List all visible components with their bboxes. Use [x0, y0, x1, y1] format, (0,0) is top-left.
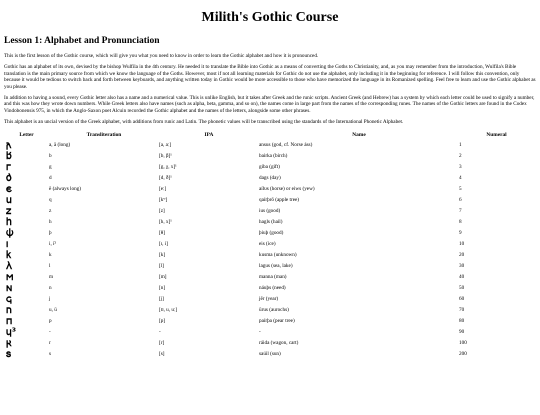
name-cell: bairka (birch)	[259, 153, 288, 160]
intro-paragraph: This is the first lesson of the Gothic course, which will give you what you need to know in order to learn the Gothic alphabet and how it is pronounced.	[4, 53, 319, 59]
table-row	[4, 195, 534, 206]
name-cell: ius (good)	[259, 208, 281, 215]
name-cell: aíƕs (horse) or eiws (yew)	[259, 186, 315, 193]
transliteration-cell: ē (always long)	[49, 186, 81, 193]
ipa-cell: -	[159, 329, 161, 336]
letter-cell: 𐌺	[6, 249, 12, 261]
table-row	[4, 228, 534, 239]
letter-cell: 𐍃	[6, 348, 12, 360]
ipa-cell: [l]	[159, 263, 164, 270]
name-cell: náuþs (need)	[259, 285, 286, 292]
ipa-cell: [m]	[159, 274, 167, 281]
name-cell: eis (ice)	[259, 241, 276, 248]
ipa-cell: [s]	[159, 351, 165, 358]
table-row	[4, 349, 534, 360]
name-cell: þiuþ (good)	[259, 230, 284, 237]
numeral-cell: 7	[459, 208, 462, 215]
transliteration-cell: h	[49, 219, 52, 226]
numeral-cell: 1	[459, 142, 462, 149]
letter-cell: 𐌻	[6, 260, 13, 272]
letter-cell: 𐌾	[6, 293, 13, 305]
numeral-cell: 70	[459, 307, 465, 314]
transliteration-cell: s	[49, 351, 52, 358]
numeral-cell: 80	[459, 318, 465, 325]
numeral-cell: 9	[459, 230, 462, 237]
name-cell: -	[259, 329, 261, 336]
name-cell: giba (gift)	[259, 164, 280, 171]
numeral-cell: 6	[459, 197, 462, 204]
table-row	[4, 250, 534, 261]
ipa-cell: [b, β]¹	[159, 153, 172, 160]
numeral-cell: 200	[459, 351, 467, 358]
ipa-cell: [g, χ, x]¹	[159, 164, 177, 171]
name-cell: hagls (hail)	[259, 219, 283, 226]
numeral-cell: 60	[459, 296, 465, 303]
ipa-cell: [d, ð]¹	[159, 175, 172, 182]
name-cell: ūrus (aurochs)	[259, 307, 289, 314]
ipa-cell: [n]	[159, 285, 166, 292]
numeral-cell: 3	[459, 164, 462, 171]
letter-cell: 𐌶	[6, 205, 12, 217]
header-ipa: IPA	[204, 132, 214, 139]
history-paragraph: Gothic has an alphabet of its own, devised by the bishop Wulfila in the 4th century. He needed it to translate the Bible into Gothic as a means of converting the Goths to Christianity, and, as you may remember from the introduction, Wulfila's Bible translation is the main primary source from which we know the language of the Goths. However, most if not all learning materials for Gothic do not use the alphabet, only including it in the beginning for reference. I will follow this convention, only because it would be tedious to switch back and forth between keyboards, and anything written today in Gothic would be more accessible to those who have memorized the language in its Romanized spelling. Feel free to learn and use the Gothic alphabet as you please.	[4, 64, 536, 90]
transliteration-cell: j	[49, 296, 51, 303]
transliteration-cell: r	[49, 340, 51, 347]
table-row	[4, 327, 534, 338]
lesson-heading: Lesson 1: Alphabet and Pronunciation	[4, 36, 160, 46]
numeral-cell: 2	[459, 153, 462, 160]
name-cell: lagus (sea, lake)	[259, 263, 293, 270]
numeral-cell: 50	[459, 285, 465, 292]
letter-cell: 𐍁³	[6, 326, 17, 338]
numeral-cell: 40	[459, 274, 465, 281]
header-letter: Letter	[19, 132, 34, 139]
letter-cell: 𐌴	[6, 183, 12, 195]
letter-cell: 𐌵	[6, 194, 12, 206]
letter-cell: 𐌹	[6, 238, 9, 250]
name-cell: ráida (wagon, cart)	[259, 340, 299, 347]
transliteration-cell: q	[49, 197, 52, 204]
table-row	[4, 305, 534, 316]
table-row	[4, 162, 534, 173]
numeral-cell: 30	[459, 263, 465, 270]
table-row	[4, 283, 534, 294]
ipa-cell: [p]	[159, 318, 166, 325]
ipa-cell: [h, x]¹	[159, 219, 172, 226]
ipa-cell: [a, aː]	[159, 142, 172, 149]
letter-cell: 𐍀	[6, 315, 13, 327]
page	[0, 10, 540, 360]
transliteration-cell: k	[49, 252, 52, 259]
ipa-cell: [ɪ, i]	[159, 241, 168, 248]
transliteration-cell: l	[49, 263, 51, 270]
transliteration-cell: a, ā (long)	[49, 142, 71, 149]
table-row	[4, 184, 534, 195]
numeral-cell: 100	[459, 340, 467, 347]
table-row	[4, 217, 534, 228]
alphabet-table	[4, 131, 534, 360]
table-row	[4, 140, 534, 151]
table-row	[4, 316, 534, 327]
ipa-cell: [j]	[159, 296, 164, 303]
ipa-cell: [ʊ, u, uː]	[159, 307, 178, 314]
ipa-cell: [eː]	[159, 186, 167, 193]
numeral-cell: 8	[459, 219, 462, 226]
table-row	[4, 173, 534, 184]
name-cell: dags (day)	[259, 175, 281, 182]
letter-cell: 𐌰	[6, 139, 12, 151]
name-cell: saúil (sun)	[259, 351, 281, 358]
transliteration-cell: -	[49, 329, 51, 336]
transliteration-cell: z	[49, 208, 52, 215]
letter-cell: 𐌼	[6, 271, 14, 283]
transliteration-cell: n	[49, 285, 52, 292]
numeral-cell: 5	[459, 186, 462, 193]
table-header-row	[4, 131, 534, 140]
numeral-cell: 90	[459, 329, 465, 336]
numeral-cell: 10	[459, 241, 465, 248]
ipa-cell: [z]	[159, 208, 165, 215]
name-cell: ansus (god, cf. Norse áss)	[259, 142, 313, 149]
table-row	[4, 261, 534, 272]
phonetics-paragraph: This alphabet is an uncial version of the Greek alphabet, with additions from runic and Latin. The phonetic values will be transcribed using the standards of the International Phonetic Alphabet.	[4, 119, 404, 126]
transliteration-cell: i, ï²	[49, 241, 57, 248]
table-row	[4, 206, 534, 217]
letter-cell: 𐌷	[6, 216, 12, 228]
ipa-cell: [k]	[159, 252, 166, 259]
transliteration-cell: b	[49, 153, 52, 160]
name-cell: manna (man)	[259, 274, 287, 281]
table-row	[4, 294, 534, 305]
page-title: Milith's Gothic Course	[201, 10, 339, 25]
transliteration-cell: g	[49, 164, 52, 171]
ipa-cell: [kʷ]	[159, 197, 168, 204]
header-numeral: Numeral	[486, 132, 507, 139]
ipa-cell: [r]	[159, 340, 165, 347]
letter-cell: 𐍂	[6, 337, 12, 349]
letter-cell: 𐌿	[6, 304, 12, 316]
header-name: Name	[352, 132, 366, 139]
transliteration-cell: d	[49, 175, 52, 182]
numerals-paragraph: In addition to having a sound, every Gothic letter also has a name and a numerical value. This is unlike English, but it takes after Greek and the runic scripts. Ancient Greek (and Hebrew) has a system by which each letter could be used to signify a number, and this was how they wrote down numbers. While Greek letters also have names (such as alpha, beta, gamma, and so on), the names come in large part from the names of the corresponding runes. The names of the Gothic letters are found in the Codex Vindobonensis 975, in which the Anglo-Saxon poet Alcuin recorded the Gothic alphabet and the names of the letters, alongside some other phrases.	[4, 95, 535, 114]
name-cell: jēr (year)	[259, 296, 279, 303]
table-row	[4, 151, 534, 162]
letter-cell: 𐌳	[6, 172, 12, 184]
ipa-cell: [θ]	[159, 230, 165, 237]
header-transliteration: Transliteration	[86, 132, 122, 139]
numeral-cell: 20	[459, 252, 465, 259]
transliteration-cell: p	[49, 318, 52, 325]
name-cell: paírþa (pear tree)	[259, 318, 295, 325]
letter-cell: 𐌽	[6, 282, 13, 294]
transliteration-cell: u, ū	[49, 307, 57, 314]
table-row	[4, 338, 534, 349]
letter-cell: 𐌱	[6, 150, 12, 162]
name-cell: qaírþrō (apple tree)	[259, 197, 300, 204]
letter-cell: 𐌲	[6, 161, 11, 173]
letter-cell: 𐌸	[6, 227, 14, 239]
table-row	[4, 239, 534, 250]
table-row	[4, 272, 534, 283]
numeral-cell: 4	[459, 175, 462, 182]
transliteration-cell: þ	[49, 230, 52, 237]
name-cell: kusma (unknown)	[259, 252, 297, 259]
transliteration-cell: m	[49, 274, 54, 281]
